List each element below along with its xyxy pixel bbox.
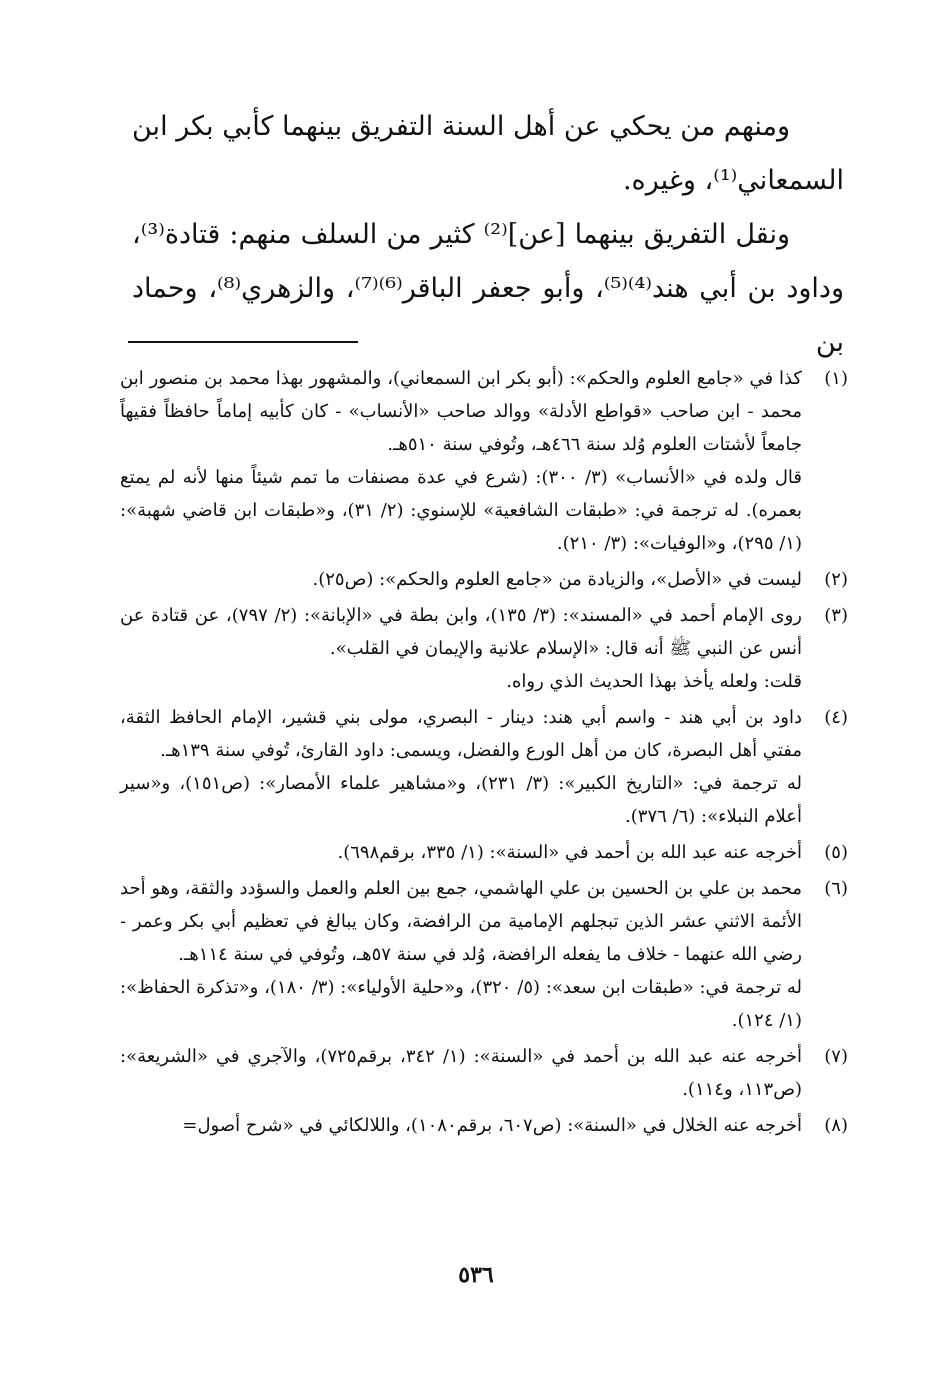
footnotes xyxy=(120,362,848,1145)
footnote-number: (٧) xyxy=(824,1046,848,1067)
footnote-body xyxy=(120,836,802,869)
footnote-body xyxy=(120,701,802,833)
footnote-3 xyxy=(120,599,848,698)
footnote-6 xyxy=(120,872,848,1037)
footnote-4 xyxy=(120,701,848,833)
footnote-line: له ترجمة في: «التاريخ الكبير»: (٣/ ٢٣١)، و«مشاهير علماء الأمصار»: (ص١٥١)، و«سير أعلام النبلاء»: (٦/ ٣٧٦). xyxy=(120,773,802,827)
footnote-5 xyxy=(120,836,848,869)
footnote-line: قلت: ولعله يأخذ بهذا الحديث الذي رواه. xyxy=(506,671,802,692)
footnote-body xyxy=(120,1040,802,1106)
footnote-line: محمد بن علي بن الحسين بن علي الهاشمي، جمع بين العلم والعمل والسؤدد والثقة، وهو أحد الأئمة الاثني عشر الذين تبجلهم الإمامية من الرافضة، وكان يبالغ في تعظيم أبي بكر وعمر - رضي الله عنهما - خلاف ما يفعله الرافضة، وُلد في سنة ٥٧هـ، وتُوفي في سنة ١١٤هـ. xyxy=(120,878,802,965)
footnote-number: (٢) xyxy=(824,569,848,590)
footnote-number: (٦) xyxy=(824,878,848,899)
page-number: ٥٣٦ xyxy=(458,1262,494,1288)
footnote-body xyxy=(120,872,802,1037)
footnote-line: ليست في «الأصل»، والزيادة من «جامع العلوم والحكم»: (ص٢٥). xyxy=(312,569,802,590)
footnote-line: قال ولده في «الأنساب» (٣/ ٣٠٠): (شرع في عدة مصنفات ما تمم شيئاً منها لأنه لم يمتع بعمره). له ترجمة في: «طبقات الشافعية» للإسنوي: (٢/ ٣١)، و«طبقات ابن قاضي شهبة»: (١/ ٢٩٥)، و«الوفيات»: (٣/ ٢١٠). xyxy=(120,467,803,554)
footnote-body xyxy=(120,599,802,698)
footnote-body xyxy=(120,362,802,560)
footnote-line: أخرجه عنه عبد الله بن أحمد في «السنة»: (١/ ٣٤٢، برقم٧٢٥)، والآجري في «الشريعة»: (ص١١٣، و١١٤). xyxy=(120,1046,803,1100)
footnote-number: (٣) xyxy=(824,605,848,626)
main-paragraph-1: ومنهم من يحكي عن أهل السنة التفريق بينهما كأبي بكر ابن السمعاني⁽¹⁾، وغيره. xyxy=(132,111,844,196)
footnote-line: كذا في «جامع العلوم والحكم»: (أبو بكر ابن السمعاني)، والمشهور بهذا محمد بن منصور ابن محمد - ابن صاحب «قواطع الأدلة» ووالد صاحب «الأنساب» - كان كأبيه إماماً حافظاً فقيهاً جامعاً لأشتات العلوم وُلد سنة ٤٦٦هـ، وتُوفي سنة ٥١٠هـ. xyxy=(120,368,802,455)
footnote-8 xyxy=(120,1109,848,1142)
main-text xyxy=(132,100,844,370)
footnote-line: أخرجه عنه الخلال في «السنة»: (ص٦٠٧، برقم١٠٨٠)، واللالكائي في «شرح أصول= xyxy=(182,1115,802,1136)
footnote-number: (٤) xyxy=(824,707,848,728)
footnote-body xyxy=(120,1109,802,1142)
footnote-number: (١) xyxy=(824,368,848,389)
footnote-number: (٥) xyxy=(824,842,848,863)
footnote-separator xyxy=(128,341,358,343)
footnote-body xyxy=(120,563,802,596)
footnote-7 xyxy=(120,1040,848,1106)
footnote-line: داود بن أبي هند - واسم أبي هند: دينار - البصري، مولى بني قشير، الإمام الحافظ الثقة، مفتي أهل البصرة، كان من أهل الورع والفضل، ويسمى: داود القارئ، تُوفي سنة ١٣٩هـ. xyxy=(120,707,802,761)
main-paragraph-2: ونقل التفريق بينهما [عن]⁽²⁾ كثير من السلف منهم: قتادة⁽³⁾، وداود بن أبي هند⁽⁴⁾⁽⁵⁾، وأبو جعفر الباقر⁽⁶⁾⁽⁷⁾، والزهري⁽⁸⁾، وحماد بن xyxy=(132,219,844,358)
footnote-line: له ترجمة في: «طبقات ابن سعد»: (٥/ ٣٢٠)، و«حلية الأولياء»: (٣/ ١٨٠)، و«تذكرة الحفاظ»: (١/ ١٢٤). xyxy=(120,977,802,1031)
footnote-1 xyxy=(120,362,848,560)
footnote-line: روى الإمام أحمد في «المسند»: (٣/ ١٣٥)، وابن بطة في «الإبانة»: (٢/ ٧٩٧)، عن قتادة عن أنس عن النبي ﷺ أنه قال: «الإسلام علانية والإيمان في القلب». xyxy=(120,605,802,659)
footnote-2 xyxy=(120,563,848,596)
footnote-line: أخرجه عنه عبد الله بن أحمد في «السنة»: (١/ ٣٣٥، برقم٦٩٨). xyxy=(337,842,802,863)
footnote-number: (٨) xyxy=(824,1115,848,1136)
